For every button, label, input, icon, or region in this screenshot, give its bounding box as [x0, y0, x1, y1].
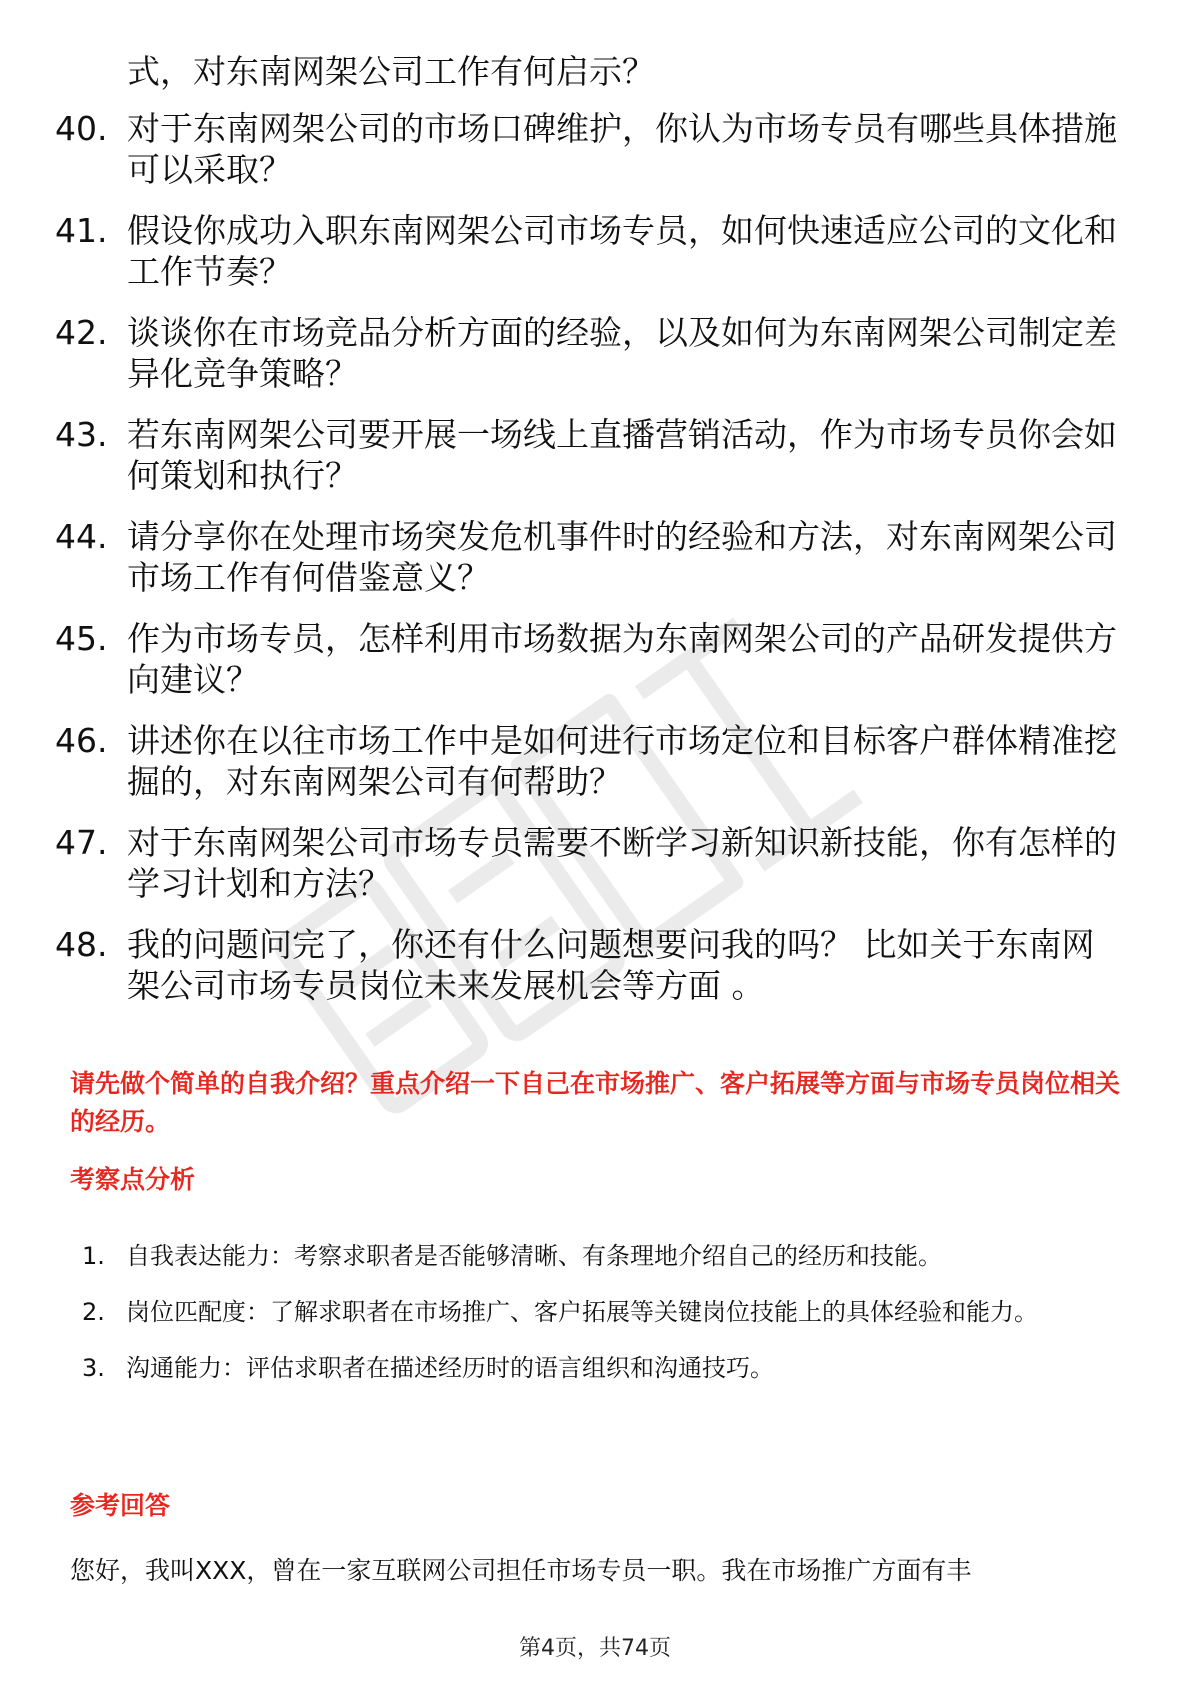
answer-text: 您好，我叫XXX，曾在一家互联网公司担任市场专员一职。我在市场推广方面有丰: [70, 1556, 972, 1585]
question-text: 我的问题问完了，你还有什么问题想要问我的吗？ 比如关于东南网架公司市场专员岗位未来发展机会等方面 。: [127, 925, 1095, 1005]
question-number: 42.: [55, 313, 108, 352]
question-number: 40.: [55, 109, 108, 148]
question-item: [55, 210, 1125, 312]
question-number: 44.: [55, 517, 108, 556]
question-text: 若东南网架公司要开展一场线上直播营销活动，作为市场专员你会如何策划和执行？: [127, 415, 1117, 495]
analysis-text: 岗位匹配度：了解求职者在市场推广、客户拓展等关键岗位技能上的具体经验和能力。: [126, 1298, 1038, 1326]
analysis-text: 自我表达能力：考察求职者是否能够清晰、有条理地介绍自己的经历和技能。: [126, 1242, 942, 1270]
question-text: 谈谈你在市场竞品分析方面的经验，以及如何为东南网架公司制定差异化竞争策略？: [127, 313, 1117, 393]
question-number: 43.: [55, 415, 108, 454]
question-list: [55, 108, 1125, 1026]
question-item: [55, 924, 1125, 1026]
featured-question: 请先做个简单的自我介绍？重点介绍一下自己在市场推广、客户拓展等方面与市场专员岗位相关的经历。: [70, 1069, 1121, 1136]
question-item: [55, 312, 1125, 414]
analysis-heading: 考察点分析: [70, 1165, 196, 1194]
question-text: 假设你成功入职东南网架公司市场专员，如何快速适应公司的文化和工作节奏？: [127, 211, 1117, 291]
question-text: 作为市场专员，怎样利用市场数据为东南网架公司的产品研发提供方向建议？: [127, 619, 1117, 699]
question-number: 45.: [55, 619, 108, 658]
page-footer: 第4页，共74页: [519, 1636, 671, 1661]
analysis-text: 沟通能力：评估求职者在描述经历时的语言组织和沟通技巧。: [126, 1354, 774, 1382]
analysis-number: 2.: [82, 1298, 105, 1326]
question-text: 对于东南网架公司的市场口碑维护，你认为市场专员有哪些具体措施可以采取？: [127, 109, 1117, 189]
analysis-number: 1.: [82, 1242, 105, 1270]
question-number: 48.: [55, 925, 108, 964]
question-number: 46.: [55, 721, 108, 760]
question-item: [55, 108, 1125, 210]
analysis-item: [82, 1340, 1122, 1396]
question-text: 请分享你在处理市场突发危机事件时的经验和方法，对东南网架公司市场工作有何借鉴意义？: [127, 517, 1117, 597]
question-text: 讲述你在以往市场工作中是如何进行市场定位和目标客户群体精准挖掘的，对东南网架公司有何帮助？: [127, 721, 1117, 801]
analysis-list: [82, 1228, 1122, 1396]
question-continuation: 式，对东南网架公司工作有何启示？: [127, 52, 655, 91]
answer-heading: 参考回答: [70, 1491, 171, 1520]
analysis-number: 3.: [82, 1354, 105, 1382]
question-item: [55, 516, 1125, 618]
question-number: 41.: [55, 211, 108, 250]
question-item: [55, 618, 1125, 720]
question-text: 对于东南网架公司市场专员需要不断学习新知识新技能，你有怎样的学习计划和方法？: [127, 823, 1117, 903]
question-item: [55, 720, 1125, 822]
question-item: [55, 822, 1125, 924]
question-number: 47.: [55, 823, 108, 862]
question-item: [55, 414, 1125, 516]
analysis-item: [82, 1284, 1122, 1340]
analysis-item: [82, 1228, 1122, 1284]
